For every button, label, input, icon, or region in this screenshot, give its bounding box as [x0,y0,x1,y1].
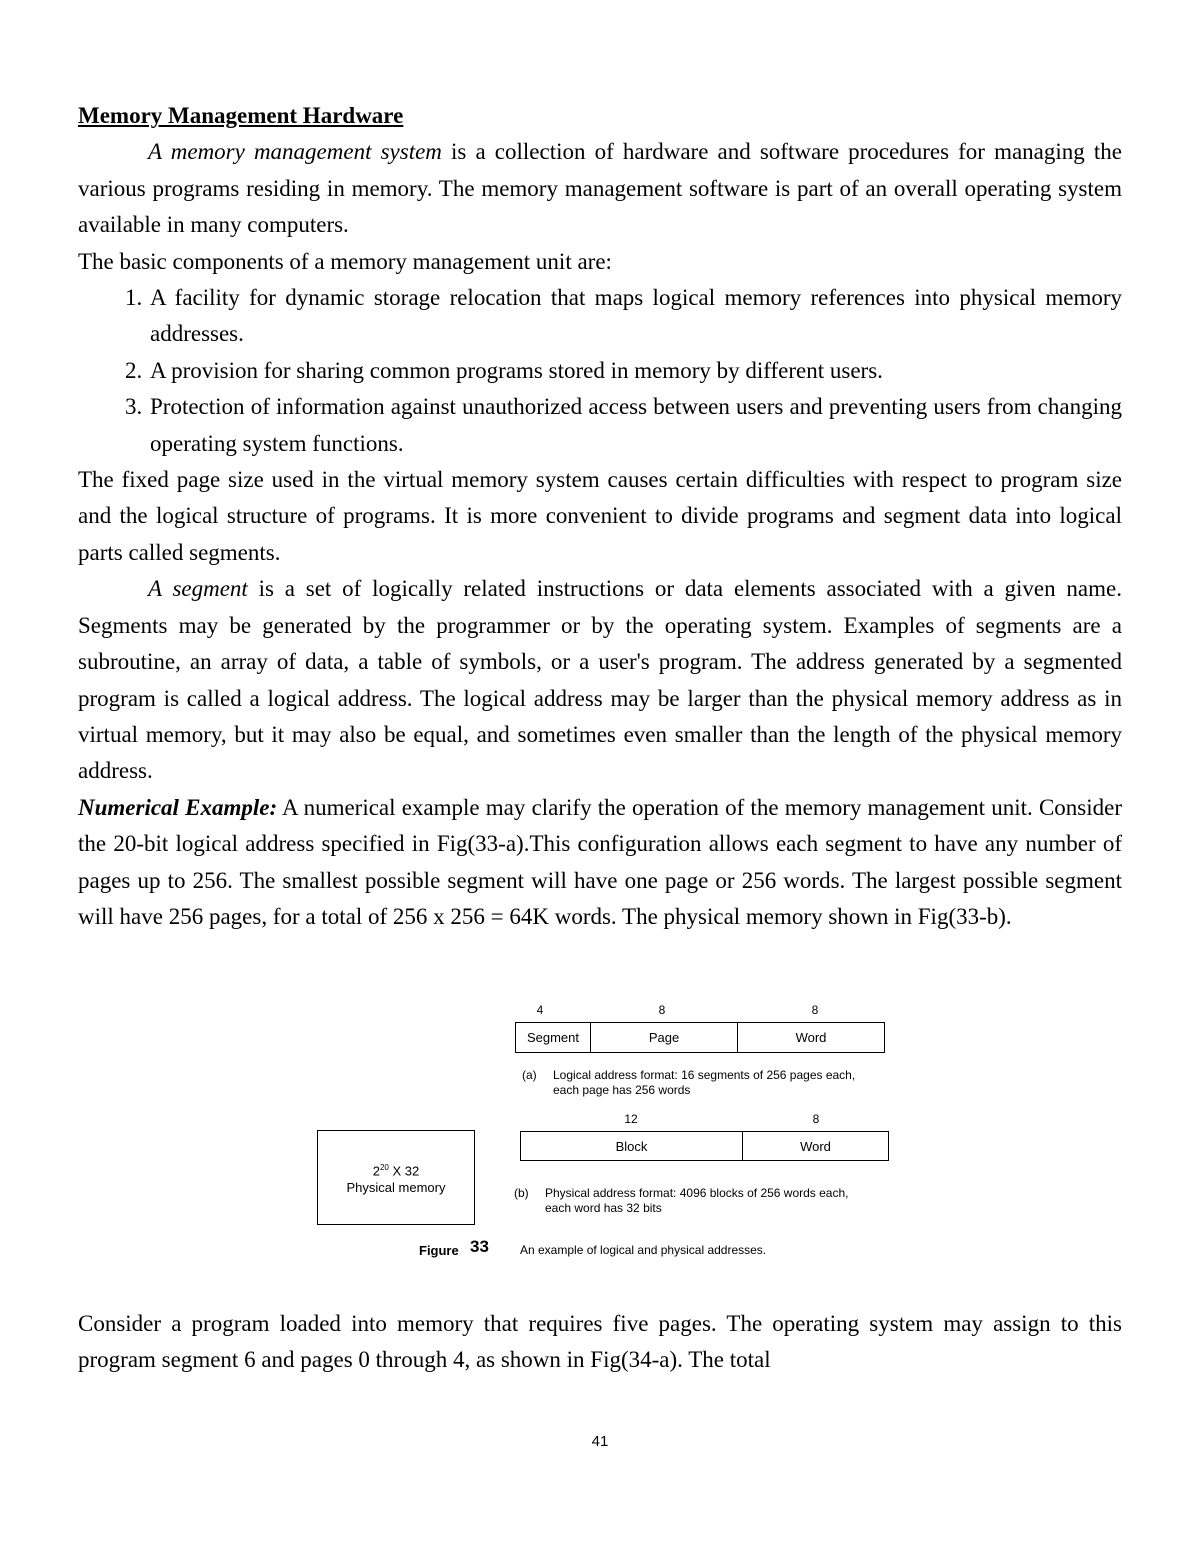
numerical-example-label: Numerical Example: [78,794,278,820]
logical-address-format [515,1022,885,1053]
segment-paragraph [78,571,1122,789]
physical-memory-box [317,1130,475,1225]
caption-b-tag: (b) [514,1186,529,1200]
segment-term: A segment [148,576,248,602]
caption-a-line1: Logical address format: 16 segments of 256 pages each, [553,1068,856,1082]
segment-bits-label: 4 [536,1003,544,1017]
intro-text: is a collection of hardware and software procedures for managing the various programs residing in memory. The memory management software is part of an overall operating system available in many computers. [78,139,1122,238]
caption-a-line2: each page has 256 words [553,1083,691,1097]
word-bits-label-b: 8 [812,1112,820,1126]
numerical-example-text: A numerical example may clarify the operation of the memory management unit. Consider the 20-bit logical address specified in Fig(33-a).This configuration allows each segment to have any number of pages up to 256. The smallest possible segment will have one page or 256 words. The largest possible segment will have 256 pages, for a total of 256 x 256 = 64K words. The physical memory shown in Fig(33-b). [78,794,1122,929]
page-title: Memory Management Hardware [78,103,404,128]
memory-size-label: $2^{20}$ X 32 [372,1162,420,1179]
fixed-page-paragraph: The fixed page size used in the virtual memory system causes certain difficulties with respect to program size and the logical structure of programs. It is more convenient to divide programs and segment data into logical parts called segments. [78,467,1122,565]
closing-block [78,1306,1122,1379]
intro-paragraph [78,134,1122,243]
word-field-b: Word [800,1138,831,1154]
caption-b-line1: Physical address format: 4096 blocks of 256 words each, [545,1186,849,1200]
components-lead: The basic components of a memory management unit are: [78,248,612,274]
caption-b-line2: each word has 32 bits [545,1201,662,1215]
intro-term: A memory management system [148,139,442,165]
segment-field: Segment [516,1023,591,1052]
page-field: Page [591,1023,738,1052]
figure-label: Figure [419,1243,459,1258]
block-field: Block [521,1132,743,1160]
segment-text: is a set of logically related instructions or data elements associated with a given name. Segments may be generated by the programmer or by the operating system. Examples of segments are a subroutine, an array of data, a table of symbols, or a user's program. The address generated by a segmented program is called a logical address. The logical address may be larger than the physical memory address as in virtual memory, but it may also be equal, and sometimes even smaller than the length of the physical memory address. [78,576,1122,784]
caption-a-tag: (a) [522,1068,537,1082]
closing-paragraph: Consider a program loaded into memory that requires five pages. The operating system may assign to this program segment 6 and pages 0 through 4, as shown in Fig(34-a). The total [78,1311,1122,1373]
numerical-example-paragraph [78,790,1122,936]
figure-number: 33 [470,1237,489,1256]
page-bits-label: 8 [658,1003,666,1017]
figure-caption: An example of logical and physical addresses. [520,1243,767,1257]
block-bits-label: 12 [624,1112,638,1126]
page-number: 41 [591,1433,609,1450]
memory-label: Physical memory [346,1180,446,1196]
components-list [78,280,1122,462]
word-field: Word [795,1030,827,1045]
list-item: 2. A provision for sharing common programs stored in memory by different users. [148,353,1122,389]
page-body [78,98,1122,935]
list-item: 3. Protection of information against unauthorized access between users and preventing users from changing operating system functions. [148,389,1122,462]
word-bits-label: 8 [811,1003,819,1017]
physical-address-format [520,1131,889,1161]
list-item: 1. A facility for dynamic storage relocation that maps logical memory references into physical memory addresses. [148,280,1122,353]
